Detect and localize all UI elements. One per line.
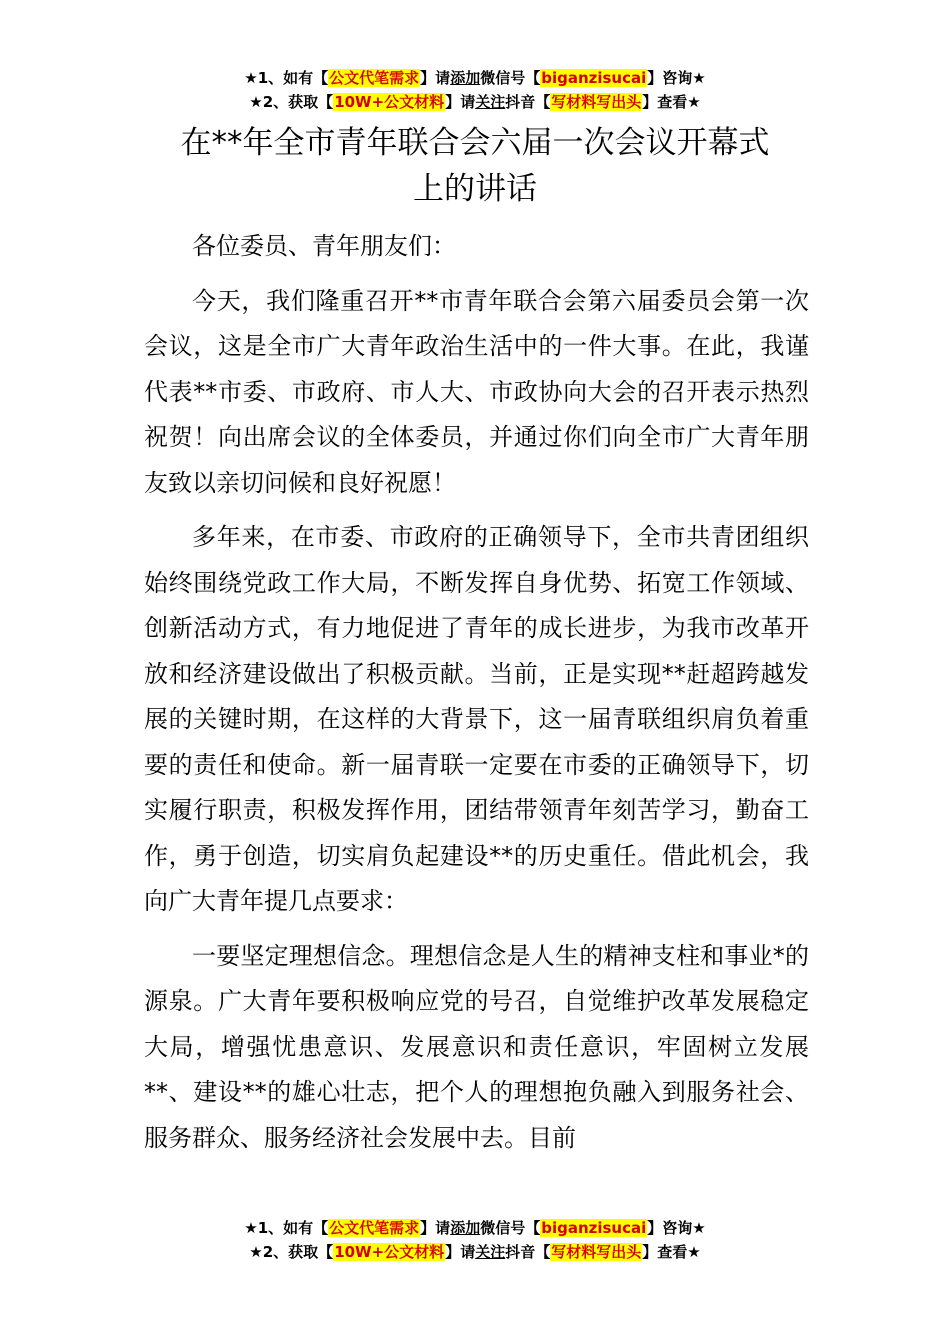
banner-highlight: 10W+公文材料 [334,93,445,111]
title-line-1: 在**年全市青年联合会六届一次会议开幕式 [180,125,770,161]
paragraph: 多年来，在市委、市政府的正确领导下，全市共青团组织始终围绕党政工作大局，不断发挥自身优势、拓宽工作领域、创新活动方式，有力地促进了青年的成长进步，为我市改革开放和经济建设做出了积极贡献。当前，正是实现**赶超跨越发展的关键时期，在这样的大背景下，这一届青联组织肩负着重要的责任和使命。新一届青联一定要在市委的正确领导下，切实履行职责，积极发挥作用，团结带领青年刻苦学习，勤奋工作，勇于创造，切实肩负起建设**的历史重任。借此机会，我向广大青年提几点要求： [144,523,809,915]
banner-text: 】咨询★ [647,1219,706,1237]
banner-highlight: 10W+公文材料 [334,1243,445,1261]
banner-line-2 [0,1240,950,1264]
banner-wechat-id: biganzisucai [541,1219,647,1237]
banner-underline: 关注 [475,1243,506,1261]
banner-line-1 [0,66,950,90]
banner-text: ★1、如有【 [244,1219,329,1237]
banner-line-1 [0,1216,950,1240]
banner-text: 】咨询★ [647,69,706,87]
document-title [0,120,950,212]
paragraph: 一要坚定理想信念。理想信念是人生的精神支柱和事业*的源泉。广大青年要积极响应党的号召，自觉维护改革发展稳定大局，增强忧患意识、发展意识和责任意识，牢固树立发展**、建设**的雄心壮志，把个人的理想抱负融入到服务社会、服务群众、服务经济社会发展中去。目前 [144,941,809,1152]
banner-douyin-id: 写材料写出头 [551,93,642,111]
banner-underline: 添加 [450,69,481,87]
banner-highlight: 公文代笔需求 [329,69,420,87]
banner-text: 】请 [445,1243,476,1261]
banner-text: ★2、获取【 [249,93,334,111]
banner-text: 】请 [420,1219,451,1237]
banner-wechat-id: biganzisucai [541,69,647,87]
banner-highlight: 公文代笔需求 [329,1219,420,1237]
banner-underline: 关注 [475,93,506,111]
banner-text: 微信号【 [480,69,541,87]
banner-text: ★1、如有【 [244,69,329,87]
banner-underline: 添加 [450,1219,481,1237]
document-body [144,224,809,1170]
banner-text: 】请 [420,69,451,87]
banner-text: 】查看★ [642,1243,701,1261]
paragraph: 今天，我们隆重召开**市青年联合会第六届委员会第一次会议，这是全市广大青年政治生活中的一件大事。在此，我谨代表**市委、市政府、市人大、市政协向大会的召开表示热烈祝贺！向出席会议的全体委员，并通过你们向全市广大青年朋友致以亲切问候和良好祝愿！ [144,286,809,497]
salutation: 各位委员、青年朋友们： [192,232,456,260]
header-banner [0,66,950,114]
banner-douyin-id: 写材料写出头 [551,1243,642,1261]
title-line-2: 上的讲话 [413,171,537,207]
banner-text: 微信号【 [480,1219,541,1237]
banner-text: 】查看★ [642,93,701,111]
banner-text: 】请 [445,93,476,111]
banner-text: 抖音【 [505,93,551,111]
banner-text: ★2、获取【 [249,1243,334,1261]
banner-text: 抖音【 [505,1243,551,1261]
banner-line-2 [0,90,950,114]
footer-banner [0,1216,950,1264]
